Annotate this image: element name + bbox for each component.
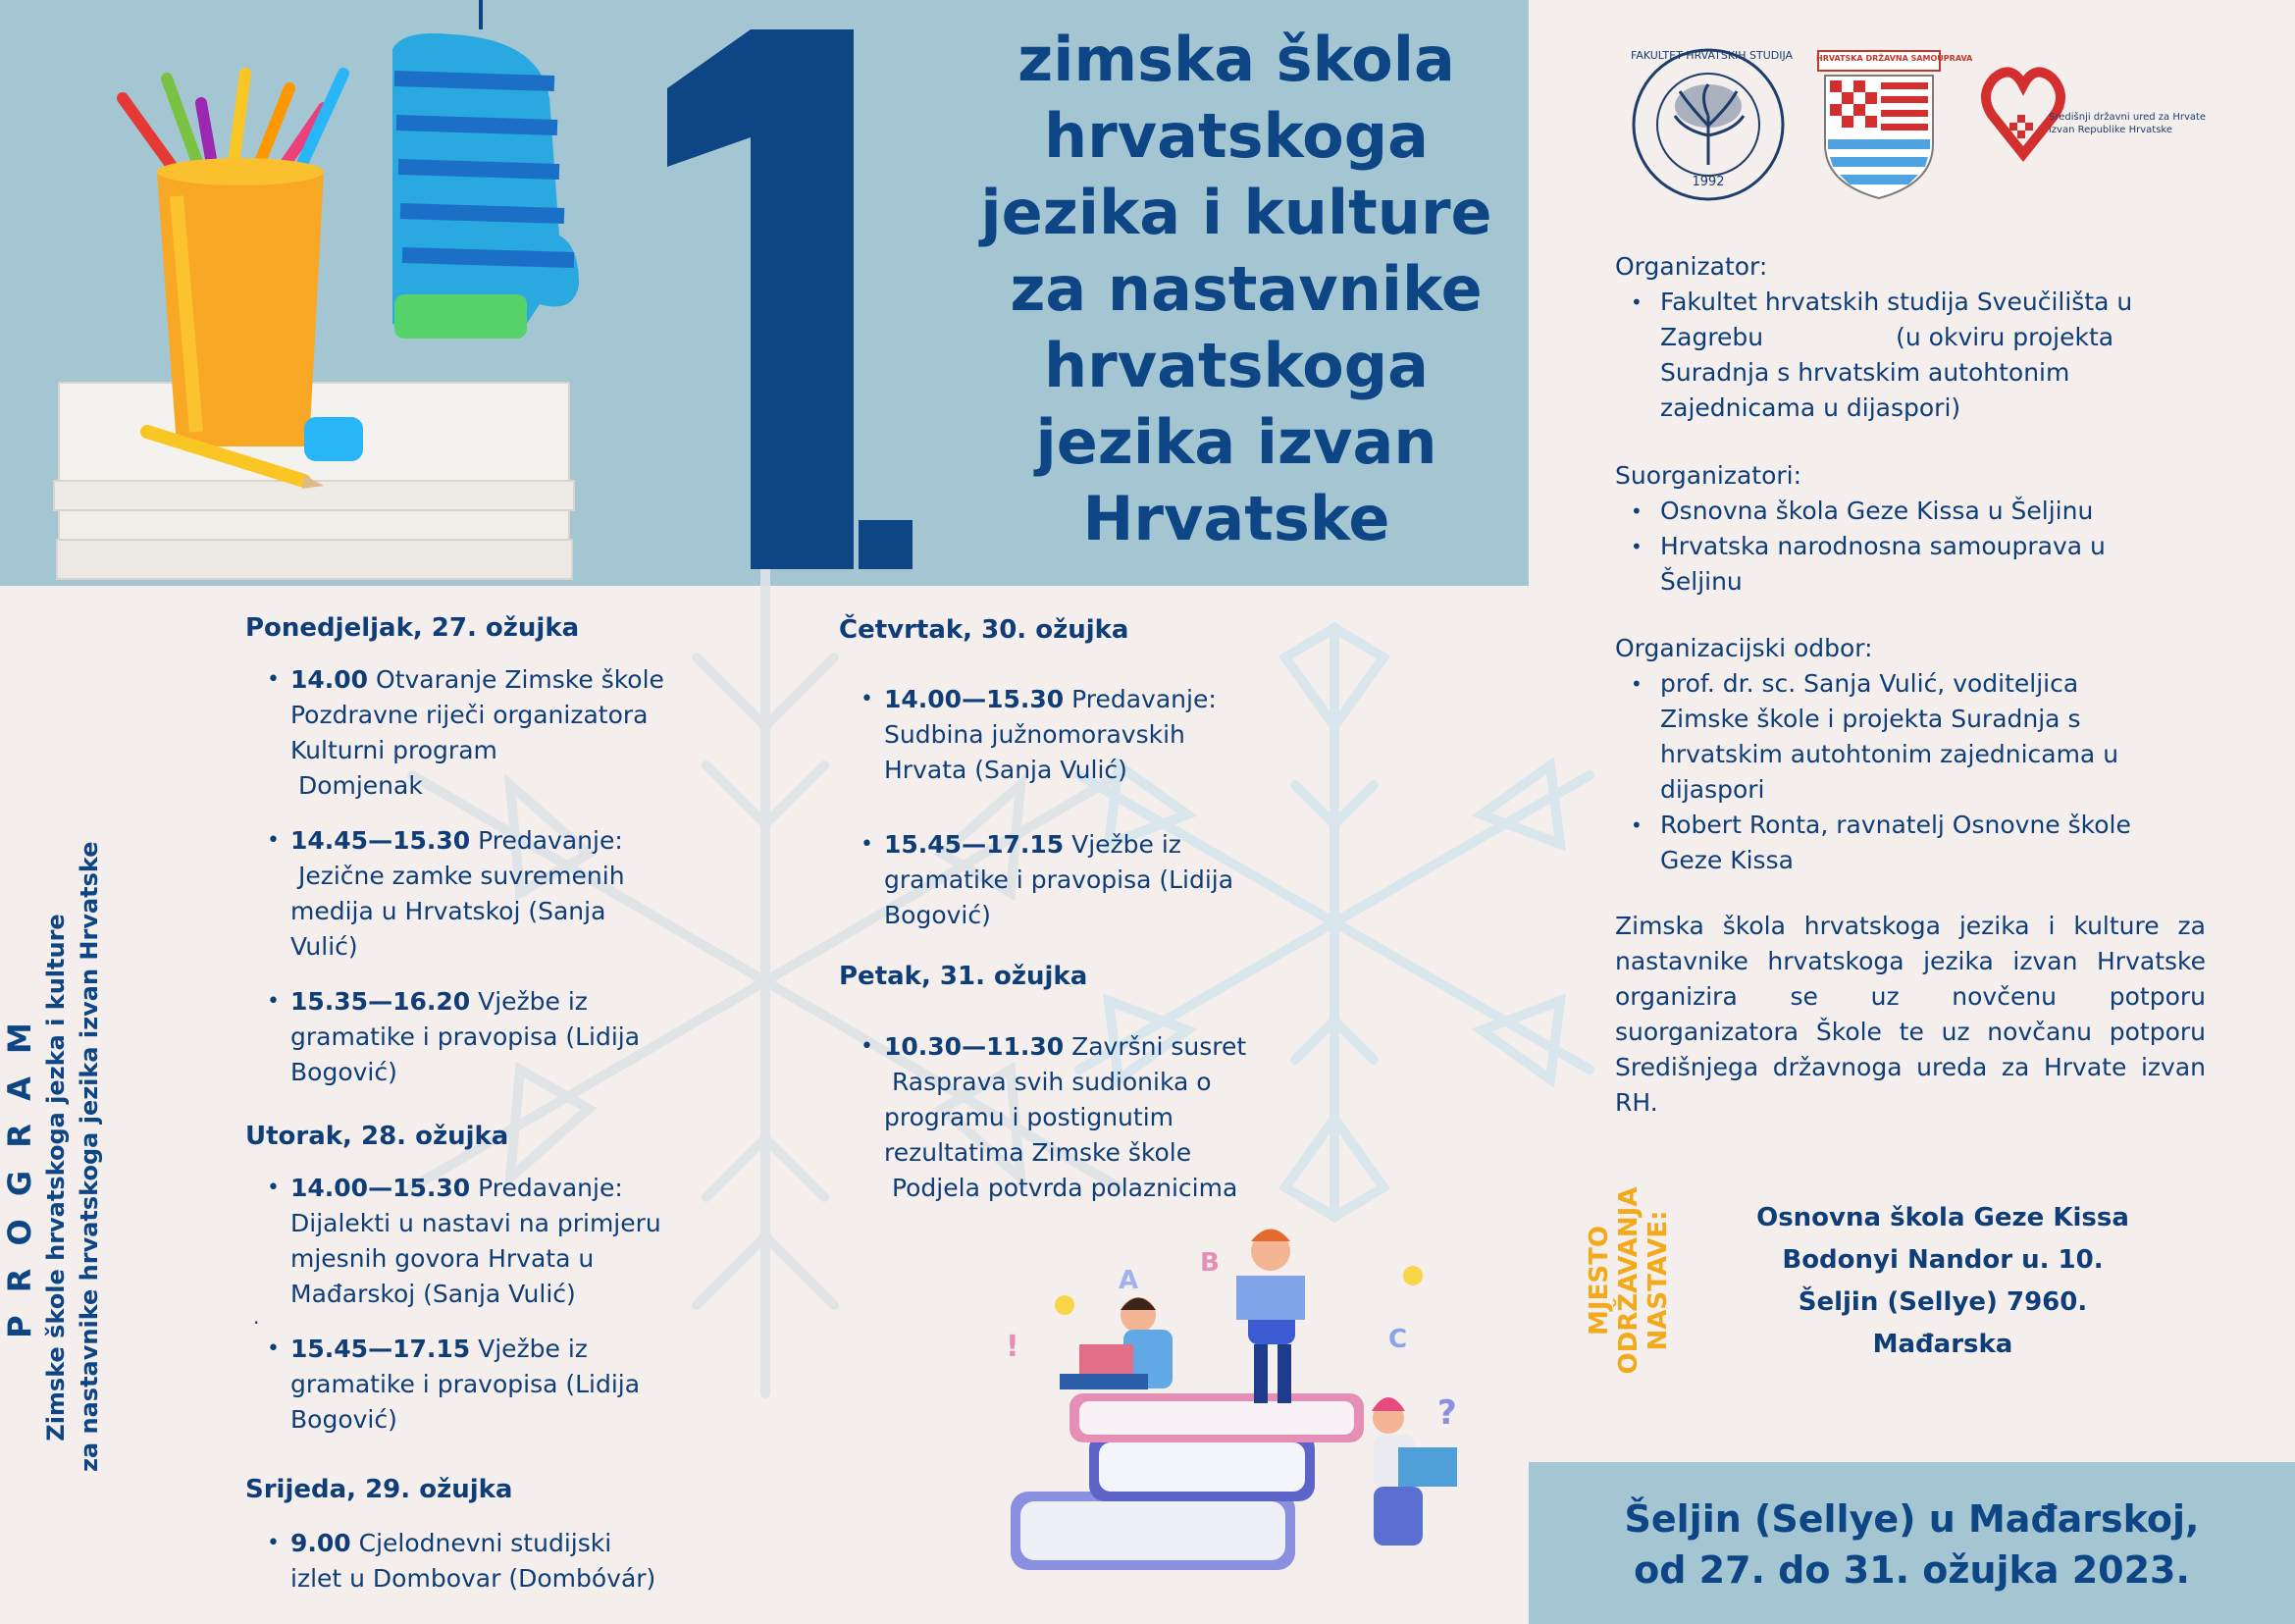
venue-line: Mađarska — [1872, 1330, 2013, 1359]
bullet-icon: • — [1631, 499, 1643, 523]
bullet-icon: • — [1631, 535, 1643, 558]
bullet-icon: • — [267, 1336, 280, 1361]
day-list-friday — [839, 1029, 1290, 1206]
committee-section — [1615, 631, 2204, 878]
bullet-icon: • — [861, 1034, 873, 1059]
title-line: hrvatskoga — [1044, 100, 1429, 172]
list-item: • 9.00 Cjelodnevni studijski izlet u Dombovar (Dombóvár) — [245, 1526, 697, 1597]
big-number-one — [667, 20, 922, 569]
venue-line: Šeljin (Sellye) 7960. — [1798, 1287, 2088, 1317]
day-heading-tuesday: Utorak, 28. ožujka — [245, 1122, 509, 1151]
day-list-thursday — [839, 682, 1290, 933]
venue-side-label — [1585, 1173, 1702, 1388]
venue-label-1: MJESTO — [1585, 1226, 1614, 1336]
list-item: • 15.45—17.15 Vježbe iz gramatike i pravopisa (Lidija Bogović) — [245, 1332, 697, 1438]
bullet-icon: • — [1631, 290, 1643, 314]
list-item: • Osnovna škola Geze Kissa u Šeljinu — [1615, 494, 2204, 529]
title-line: zimska škola — [1017, 24, 1455, 95]
bullet-icon: • — [861, 687, 873, 711]
question-mark: ? — [1437, 1393, 1457, 1433]
venue-label-2: ODRŽAVANJA — [1614, 1186, 1643, 1375]
list-item: • 15.35—16.20 Vježbe iz gramatike i pravopisa (Lidija Bogović) — [245, 984, 697, 1090]
bullet-icon: • — [267, 667, 280, 692]
exclamation-mark: ! — [1006, 1330, 1019, 1364]
faculty-seal-text: FAKULTET HRVATSKIH STUDIJA — [1631, 49, 1794, 62]
funding-paragraph: Zimska škola hrvatskoga jezika i kulture za nastavnike hrvatskoga jezika izvan Hrvatske organizira se uz novčenu potporu suorganizatora Škole te uz novčanu potporu Središnjega državnoga ureda za Hrvate izvan RH. — [1615, 912, 2206, 1117]
list-item: • 10.30—11.30 Završni susret Rasprava svih sudionika o programu i postignutim rezultatima Zimske škole Podjela potvrda polaznicima — [839, 1029, 1290, 1206]
page-title — [942, 22, 1531, 571]
coat-text: HRVATSKA DRŽAVNA SAMOUPRAVA — [1816, 54, 1973, 63]
bullet-icon: • — [267, 1531, 280, 1555]
coorganizers-label: Suorganizatori: — [1615, 461, 1802, 490]
venue-address — [1727, 1197, 2159, 1366]
list-item: • 14.00—15.30 Predavanje: Dijalekti u nastavi na primjeru mjesnih govora Hrvata u Mađarskoj (Sanja Vulić) — [245, 1171, 697, 1312]
bullet-icon: • — [267, 989, 280, 1014]
list-item: • Fakultet hrvatskih studija Sveučilišta u Zagrebu (u okviru projekta Suradnja s hrvatskim autohtonim zajednicama u dijaspori) — [1615, 285, 2204, 426]
bullet-icon: • — [267, 828, 280, 853]
office-text-2: izvan Republike Hrvatske — [2049, 125, 2172, 135]
pencil-cup-illustration — [29, 0, 599, 589]
letter-a: A — [1119, 1266, 1139, 1295]
program-line-2: za nastavnike hrvatskoga jezika izvan Hrvatske — [76, 841, 103, 1472]
bullet-icon: • — [861, 832, 873, 857]
day-list-wednesday — [245, 1526, 697, 1597]
list-item: • 14.00—15.30 Predavanje: Sudbina južnomoravskih Hrvata (Sanja Vulić) — [839, 682, 1290, 788]
office-logo — [1984, 61, 2207, 159]
title-line: jezika izvan — [1035, 406, 1437, 478]
letter-b: B — [1200, 1248, 1220, 1278]
event-period: od 27. do 31. ožujka 2023. — [1634, 1548, 2190, 1592]
day-heading-monday: Ponedjeljak, 27. ožujka — [245, 613, 580, 643]
venue-line: Bodonyi Nandor u. 10. — [1782, 1245, 2104, 1275]
coat-of-arms-logo — [1810, 41, 1973, 203]
program-line-1: Zimske škole hrvatskoga jezka i kulture — [42, 914, 70, 1441]
committee-label: Organizacijski odbor: — [1615, 634, 1873, 662]
title-line: hrvatskoga — [1044, 330, 1429, 401]
list-item: • 15.45—17.15 Vježbe iz gramatike i pravopisa (Lidija Bogović) — [839, 827, 1290, 933]
day-heading-thursday: Četvrtak, 30. ožujka — [839, 615, 1129, 645]
title-line: za nastavnike — [1010, 253, 1483, 325]
list-item: • prof. dr. sc. Sanja Vulić, voditeljica Zimske škole i projekta Suradnja s hrvatskim autohtonim zajednicama u dijaspori — [1615, 666, 2204, 808]
coorganizers-section — [1615, 458, 2204, 600]
bullet-icon: • — [1631, 672, 1643, 696]
reading-kids-illustration — [1001, 1217, 1491, 1609]
day-list-tuesday — [245, 1171, 697, 1438]
stray-dot: . — [253, 1305, 260, 1329]
list-item: • Robert Ronta, ravnatelj Osnovne škole Geze Kissa — [1615, 808, 2204, 878]
faculty-seal-year: 1992 — [1692, 175, 1725, 189]
bullet-icon: • — [267, 1176, 280, 1200]
organizer-section — [1615, 249, 2204, 426]
bullet-icon: • — [1631, 813, 1643, 837]
list-item: • 14.00 Otvaranje Zimske škole Pozdravne riječi organizatora Kulturni program Domjenak — [245, 662, 697, 804]
title-line: Hrvatske — [1082, 483, 1390, 554]
letter-c: C — [1388, 1325, 1408, 1354]
event-dates — [1529, 1493, 2295, 1596]
program-word: P R O G R A M — [1, 1017, 38, 1338]
list-item: • 14.45—15.30 Predavanje: Jezične zamke suvremenih medija u Hrvatskoj (Sanja Vulić) — [245, 823, 697, 965]
organizer-label: Organizator: — [1615, 252, 1768, 281]
title-line: jezika i kulture — [980, 177, 1492, 248]
faculty-logo — [1631, 47, 1794, 202]
event-place: Šeljin (Sellye) u Mađarskoj, — [1624, 1497, 2200, 1541]
program-side-label — [0, 841, 118, 1472]
office-text-1: Središnji državni ured za Hrvate — [2049, 112, 2207, 123]
day-heading-wednesday: Srijeda, 29. ožujka — [245, 1475, 513, 1504]
day-list-monday — [245, 662, 697, 1090]
venue-line: Osnovna škola Geze Kissa — [1756, 1203, 2129, 1232]
list-item: • Hrvatska narodnosna samouprava u Šeljinu — [1615, 529, 2204, 600]
venue-label-3: NASTAVE: — [1643, 1210, 1673, 1351]
day-heading-friday: Petak, 31. ožujka — [839, 962, 1088, 991]
